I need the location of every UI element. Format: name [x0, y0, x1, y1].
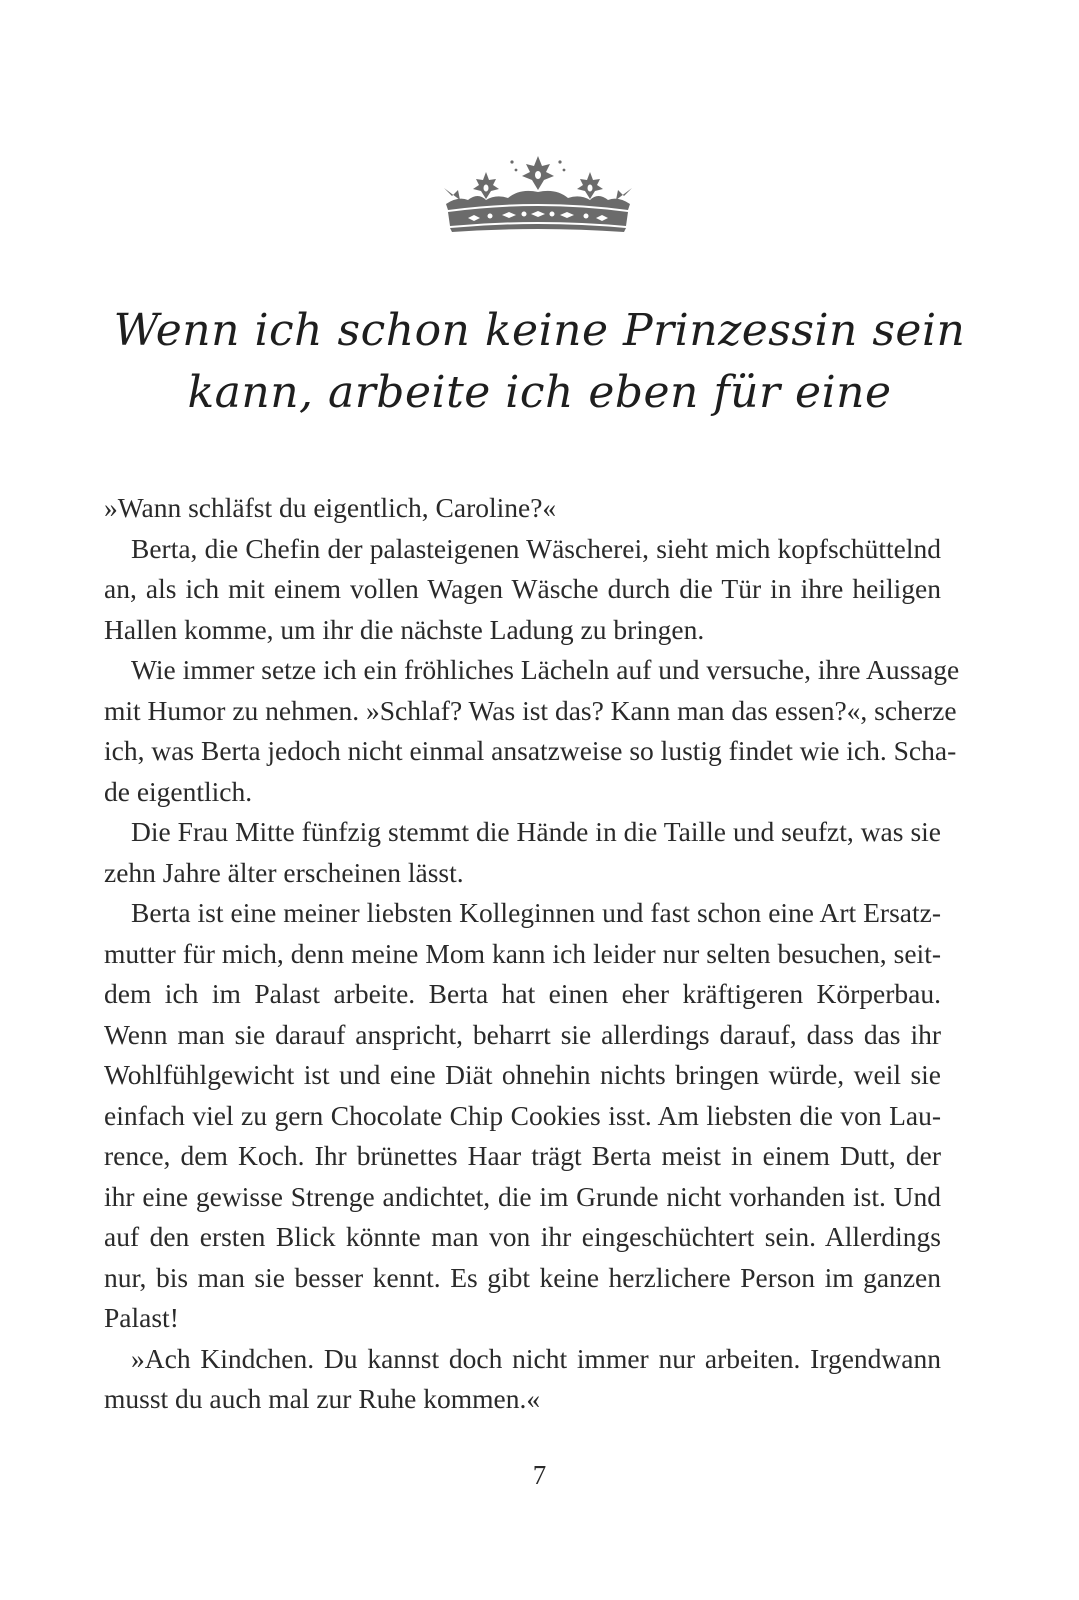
text-line: »Wann schläfst du eigentlich, Caroline?« — [104, 492, 557, 523]
page-number: 7 — [532, 1460, 547, 1490]
chapter-title — [100, 300, 979, 424]
text-line: mit Humor zu nehmen. »Schlaf? Was ist das? Kann man das essen?«, scherze — [104, 694, 957, 726]
text-line: mutter für mich, denn meine Mom kann ich leider nur selten besuchen, seit- — [104, 937, 941, 969]
text-line: Die Frau Mitte fünfzig stemmt die Hände in die Taille und seufzt, was sie — [131, 816, 941, 847]
text-line: rence, dem Koch. Ihr brünettes Haar trägt Berta meist in einem Dutt, der — [104, 1140, 941, 1171]
text-line: de eigentlich. — [104, 775, 253, 807]
body-text — [104, 488, 960, 1420]
text-line: ich, was Berta jedoch nicht einmal ansatzweise so lustig findet wie ich. Scha- — [104, 735, 957, 766]
text-line: Palast! — [104, 1302, 179, 1333]
text-line: Wie immer setze ich ein fröhliches Lächeln auf und versuche, ihre Aussage — [131, 654, 960, 685]
text-line: einfach viel zu gern Chocolate Chip Cookies isst. Am liebsten die von Lau- — [104, 1099, 941, 1131]
text-line: Wenn man sie darauf anspricht, beharrt sie allerdings darauf, dass das ihr — [104, 1018, 941, 1050]
text-line: dem ich im Palast arbeite. Berta hat einen eher kräftigeren Körperbau. — [104, 978, 941, 1009]
text-line: auf den ersten Blick könnte man von ihr eingeschüchtert sein. Allerdings — [104, 1221, 941, 1252]
text-line: »Ach Kindchen. Du kannst doch nicht immer nur arbeiten. Irgendwann — [131, 1342, 941, 1374]
text-line: an, als ich mit einem vollen Wagen Wäsche durch die Tür in ihre heiligen — [104, 573, 941, 604]
text-line: Berta, die Chefin der palasteigenen Wäscherei, sieht mich kopfschüttelnd — [131, 532, 941, 564]
crown-icon — [438, 148, 638, 232]
text-line: nur, bis man sie besser kennt. Es gibt keine herzlichere Person im ganzen — [104, 1261, 941, 1293]
text-line: Wohlfühlgewicht ist und eine Diät ohnehin nichts bringen würde, weil sie — [104, 1059, 941, 1090]
text-line: Berta ist eine meiner liebsten Kolleginnen und fast schon eine Art Ersatz- — [131, 897, 941, 928]
chapter-title-line: kann, arbeite ich eben für eine — [187, 367, 892, 418]
text-line: zehn Jahre älter erscheinen lässt. — [104, 856, 464, 888]
chapter-title-line: Wenn ich schon keine Prinzessin sein — [113, 305, 966, 356]
text-line: musst du auch mal zur Ruhe kommen.« — [104, 1383, 541, 1414]
text-line: Hallen komme, um ihr die nächste Ladung zu bringen. — [104, 613, 705, 645]
text-line: ihr eine gewisse Strenge andichtet, die im Grunde nicht vorhanden ist. Und — [104, 1180, 941, 1212]
